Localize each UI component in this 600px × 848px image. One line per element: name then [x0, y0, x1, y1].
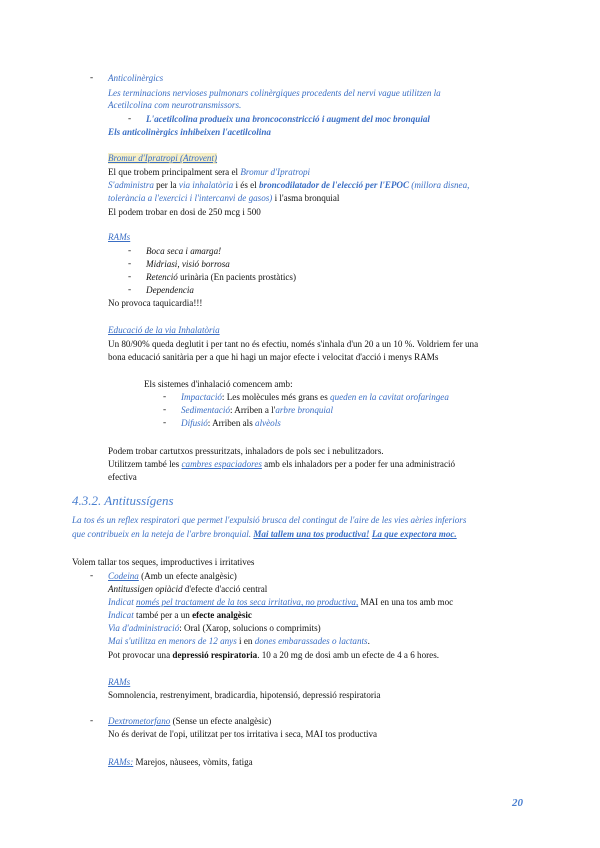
educacio-paragraph-1: Un 80/90% queda deglutit i per tant no és efectiu, només s'inhala d'un 20 a un 10 %. Voldriem fer una [108, 339, 479, 349]
text-run: Antitussigen opiàcid [108, 584, 183, 594]
list-dash: - [163, 405, 167, 415]
text-run: efecte analgèsic [192, 610, 252, 620]
codeina-line-4 [108, 623, 321, 634]
anticolinergics-inhibit: Els anticolinèrgics inhibeixen l'acetilcolina [108, 127, 271, 137]
acetilcolina-note: L'acetilcolina produeix una broncoconstricció i augment del moc bronquial [146, 114, 430, 124]
text-run: per la [153, 180, 179, 190]
text-run: Marejos, nàusees, vòmits, fatiga [133, 757, 253, 767]
page-number: 20 [512, 797, 523, 809]
codeina-line-2 [108, 597, 453, 608]
text-run: S'administra [108, 180, 154, 190]
codeina-line-6 [108, 650, 439, 661]
anticolinergics-title: Anticolinèrgics [108, 73, 164, 83]
text-run: Bromur d'Ipratropi [240, 167, 311, 177]
text-run: amb els inhaladors per a poder fer una administració [261, 459, 456, 469]
text-run: arbre bronquial [275, 405, 334, 415]
educacio-paragraph-1-cont: bona educació sanitària per a que hi hagi un major efecte i velocitat d'acció i menys RAMs [108, 352, 439, 362]
rams-item-dependencia: Dependencia [146, 285, 194, 295]
list-dash: - [163, 392, 167, 402]
sistemes-intro: Els sistemes d'inhalació comencem amb: [144, 379, 293, 389]
difusio-item [181, 418, 281, 429]
codeina-line-1 [108, 584, 267, 595]
cambres-paragraph-cont: efectiva [108, 472, 137, 482]
impactacio-item [181, 392, 449, 403]
dextro-rams [108, 757, 253, 768]
text-run: alvèols [255, 418, 281, 428]
anticolinergics-desc: Les terminacions nervioses pulmonars colinèrgiques procedents del nervi vague utilitzen la [108, 88, 441, 98]
text-run: Mai tallem una tos productiva! [253, 529, 370, 539]
text-run: (Amb un efecte analgèsic) [138, 571, 237, 581]
rams-title: RAMs [108, 232, 131, 242]
text-run: Via d'administració [108, 623, 180, 633]
text-run: Impactació [181, 392, 222, 402]
text-run: també per a un [133, 610, 193, 620]
anticolinergics-desc-cont: Acetilcolina com neurotransmissors. [108, 100, 242, 110]
text-run: d'efecte d'acció central [182, 584, 268, 594]
list-dash: - [90, 73, 94, 83]
text-run: Mai s'utilitza en menors de 12 anys [108, 636, 237, 646]
ipratropi-line-2 [108, 180, 469, 191]
text-run: : Oral (Xarop, solucions o comprimits) [179, 623, 321, 633]
section-heading-antitussigens: 4.3.2. Antitussígens [72, 493, 174, 508]
text-run: : Les molècules més grans es [221, 392, 331, 402]
dextro-title [108, 716, 271, 727]
sedimentacio-item [181, 405, 333, 416]
list-dash: - [128, 272, 132, 282]
text-run: . [367, 636, 370, 646]
ipratropi-line-3 [108, 193, 339, 204]
rams-item-boca: Boca seca i amarga! [146, 246, 222, 256]
ipratropi-title: Bromur d'Ipratropi (Atrovent) [108, 153, 218, 163]
text-run: : Arriben als [207, 418, 256, 428]
list-dash: - [128, 114, 132, 124]
text-run: Sedimentació [181, 405, 230, 415]
text-run: tolerància a l'exercici i l'intercanvi de gasos) [108, 193, 273, 203]
text-run: i és el [233, 180, 259, 190]
text-run: Retenció [146, 272, 178, 282]
rams-item-midriasi: Midriasi, visió borrosa [146, 259, 230, 269]
text-run: Indicat [108, 597, 134, 607]
ipratropi-line-1 [108, 167, 310, 178]
tos-definition-cont [72, 529, 457, 540]
text-run: RAMs: [108, 757, 134, 767]
text-run: i l'asma bronquial [272, 193, 340, 203]
text-run: via inhalatòria [178, 180, 234, 190]
tos-definition: La tos és un reflex respiratori que permet l'expulsió brusca del contingut de l'aire de les vies aèries inferiors [72, 515, 467, 525]
text-run: (millora disnea, [409, 180, 470, 190]
codeina-line-3 [108, 610, 252, 621]
text-run: MAI en una tos amb moc [358, 597, 454, 607]
text-run: depressió respiratoria [172, 650, 258, 660]
text-run: Codeina [108, 571, 139, 581]
text-run: : Arriben a l' [230, 405, 276, 415]
list-dash: - [128, 246, 132, 256]
text-run: dones embarassades o lactants [254, 636, 368, 646]
codeina-rams-text: Somnolencia, restrenyiment, bradicardia, hipotensió, depressió respiratoria [108, 690, 381, 700]
list-dash: - [90, 716, 94, 726]
text-run: Utilitzem també les [108, 459, 182, 469]
text-run: Dextrometorfano [108, 716, 171, 726]
codeina-line-5 [108, 636, 370, 647]
text-run: El que trobem principalment sera el [108, 167, 241, 177]
educacio-title: Educació de la via Inhalatòria [108, 325, 220, 335]
list-dash: - [128, 285, 132, 295]
text-run: queden en la cavitat orofaringea [330, 392, 449, 402]
text-run: només pel tractament de la tos seca irritativa, no productiva, [136, 597, 359, 607]
text-run: (Sense un efecte analgèsic) [170, 716, 272, 726]
text-run: Pot provocar una [108, 650, 173, 660]
codeina-title [108, 571, 237, 582]
codeina-rams-title: RAMs [108, 677, 131, 687]
inhaladors-paragraph: Podem trobar cartutxos pressuritzats, inhaladors de pols sec i nebulitzadors. [108, 446, 384, 456]
list-dash: - [90, 571, 94, 581]
text-run: que contribueix en la neteja de l'arbre bronquial. [72, 529, 254, 539]
cambres-paragraph [108, 459, 455, 470]
text-run: i en [236, 636, 255, 646]
text-run: urinària (En pacients prostàtics) [177, 272, 296, 282]
list-dash: - [128, 259, 132, 269]
antitussigens-intro: Volem tallar tos seques, improductives i irritatives [72, 557, 255, 567]
text-run: broncodilatador de l'elecció per l'EPOC [258, 180, 410, 190]
text-run: . 10 a 20 mg de dosi amb un efecte de 4 a 6 hores. [257, 650, 440, 660]
text-run: Indicat [108, 610, 134, 620]
text-run: cambres espaciadores [181, 459, 262, 469]
no-taquicardia-note: No provoca taquicardia!!! [108, 298, 203, 308]
rams-item-retencio [146, 272, 296, 283]
text-run: Difusió [181, 418, 208, 428]
text-run: La que expectora moc. [371, 529, 457, 539]
list-dash: - [163, 418, 167, 428]
dextro-line-1: No és derivat de l'opi, utilitzat per tos irritativa i seca, MAI tos productiva [108, 729, 378, 739]
ipratropi-dose: El podem trobar en dosi de 250 mcg i 500 [108, 207, 261, 217]
